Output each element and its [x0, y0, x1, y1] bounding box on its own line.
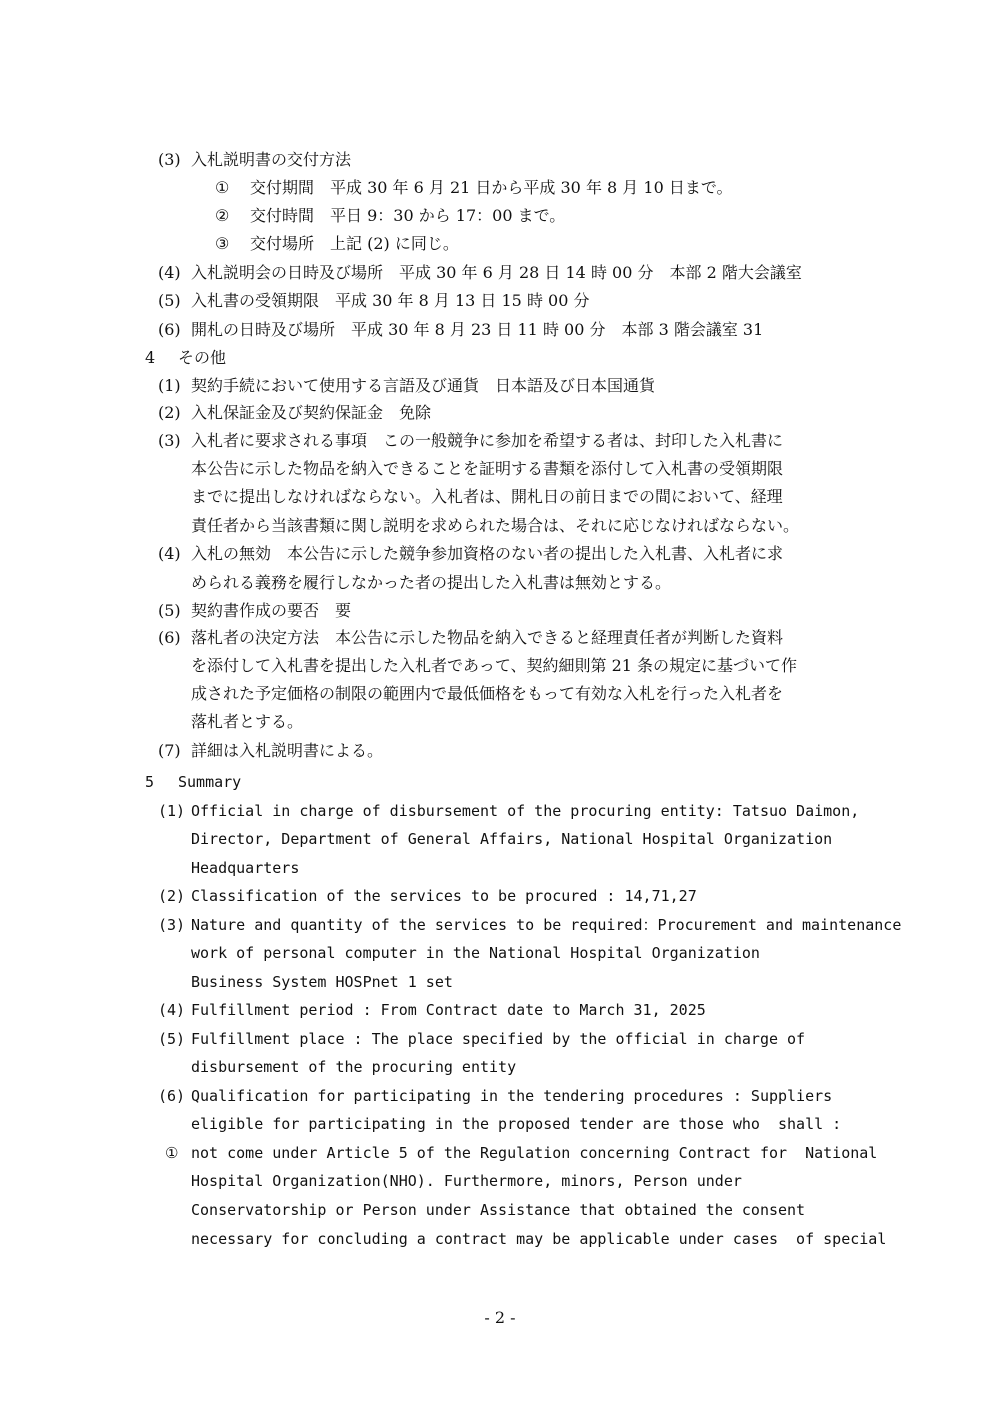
item-number: ① — [215, 178, 230, 197]
line-text: disbursement of the procuring entity — [191, 1058, 517, 1076]
item-number: ② — [215, 206, 230, 225]
item-number: (5) — [158, 1030, 186, 1048]
line-text: Conservatorship or Person under Assistance that obtained the consent — [191, 1201, 806, 1219]
line-text: 入札説明書の交付方法 — [191, 150, 352, 169]
line-text: その他 — [178, 348, 227, 367]
line-text: 成された予定価格の制限の範囲内で最低価格をもって有効な入札を行った入札者を — [191, 684, 784, 703]
item-number: (6) — [158, 320, 181, 339]
line-text: められる義務を履行しなかった者の提出した入札書は無効とする。 — [191, 573, 672, 592]
line-text: work of personal computer in the National Hospital Organization — [191, 944, 760, 962]
item-number: (3) — [158, 916, 186, 934]
item-number: (1) — [158, 802, 186, 820]
line-text: Classification of the services to be procured : 14,71,27 — [191, 887, 697, 905]
item-number: (7) — [158, 741, 181, 760]
item-number: (4) — [158, 544, 181, 563]
line-text: 契約書作成の要否 要 — [191, 601, 352, 620]
page-number: - 2 - — [484, 1308, 516, 1327]
item-number: 5 — [145, 773, 155, 791]
line-text: Qualification for participating in the tendering procedures : Suppliers — [191, 1087, 833, 1105]
line-text: Summary — [178, 773, 242, 791]
line-text: 交付時間 平日 9：30 から 17：00 まで。 — [250, 206, 566, 225]
line-text: 交付場所 上記 (2) に同じ。 — [250, 234, 459, 253]
line-text: 交付期間 平成 30 年 6 月 21 日から平成 30 年 8 月 10 日まで。 — [250, 178, 733, 197]
line-text: necessary for concluding a contract may be applicable under cases of special — [191, 1230, 887, 1248]
line-text: Official in charge of disbursement of the procuring entity: Tatsuo Daimon, — [191, 802, 860, 820]
line-text: 入札保証金及び契約保証金 免除 — [191, 403, 432, 422]
item-number: (4) — [158, 263, 181, 282]
line-text: Business System HOSPnet 1 set — [191, 973, 453, 991]
line-text: 入札者に要求される事項 この一般競争に参加を希望する者は、封印した入札書に — [191, 431, 784, 450]
item-number: (6) — [158, 628, 181, 647]
item-number: (6) — [158, 1087, 186, 1105]
line-text: 入札書の受領期限 平成 30 年 8 月 13 日 15 時 00 分 — [191, 291, 590, 310]
item-number: (4) — [158, 1001, 186, 1019]
line-text: 入札説明会の日時及び場所 平成 30 年 6 月 28 日 14 時 00 分 本部 2 階大会議室 — [191, 263, 802, 282]
line-text: Headquarters — [191, 859, 300, 877]
item-number: (2) — [158, 403, 181, 422]
line-text: 詳細は入札説明書による。 — [191, 741, 384, 760]
item-number: ③ — [215, 234, 230, 253]
line-text: 責任者から当該書類に関し説明を求められた場合は、それに応じなければならない。 — [191, 516, 800, 535]
line-text: までに提出しなければならない。入札者は、開札日の前日までの間において、経理 — [191, 487, 783, 506]
line-text: 入札の無効 本公告に示した競争参加資格のない者の提出した入札書、入札者に求 — [191, 544, 784, 563]
line-text: 落札者とする。 — [191, 712, 304, 731]
line-text: Hospital Organization(NHO). Furthermore, minors, Person under — [191, 1172, 742, 1190]
item-number: (3) — [158, 150, 181, 169]
line-text: 契約手続において使用する言語及び通貨 日本語及び日本国通貨 — [191, 376, 656, 395]
item-number: (1) — [158, 376, 181, 395]
line-text: Nature and quantity of the services to be required：Procurement and maintenance — [191, 916, 902, 934]
line-text: を添付して入札書を提出した入札者であって、契約細則第 21 条の規定に基づいて作 — [191, 656, 798, 675]
item-number: (5) — [158, 601, 181, 620]
line-text: Fulfillment period : From Contract date to March 31, 2025 — [191, 1001, 706, 1019]
line-text: not come under Article 5 of the Regulation concerning Contract for National — [191, 1144, 878, 1162]
line-text: eligible for participating in the proposed tender are those who shall : — [191, 1115, 842, 1133]
line-text: 開札の日時及び場所 平成 30 年 8 月 23 日 11 時 00 分 本部 3 階会議室 31 — [191, 320, 764, 339]
item-number: (3) — [158, 431, 181, 450]
line-text: 落札者の決定方法 本公告に示した物品を納入できると経理責任者が判断した資料 — [191, 628, 784, 647]
item-number: (2) — [158, 887, 186, 905]
item-number: 4 — [145, 348, 156, 367]
line-text: Director, Department of General Affairs, National Hospital Organization — [191, 830, 833, 848]
item-number: (5) — [158, 291, 181, 310]
line-text: Fulfillment place : The place specified by the official in charge of — [191, 1030, 806, 1048]
item-number: ① — [165, 1144, 179, 1162]
line-text: 本公告に示した物品を納入できることを証明する書類を添付して入札書の受領期限 — [191, 459, 784, 478]
